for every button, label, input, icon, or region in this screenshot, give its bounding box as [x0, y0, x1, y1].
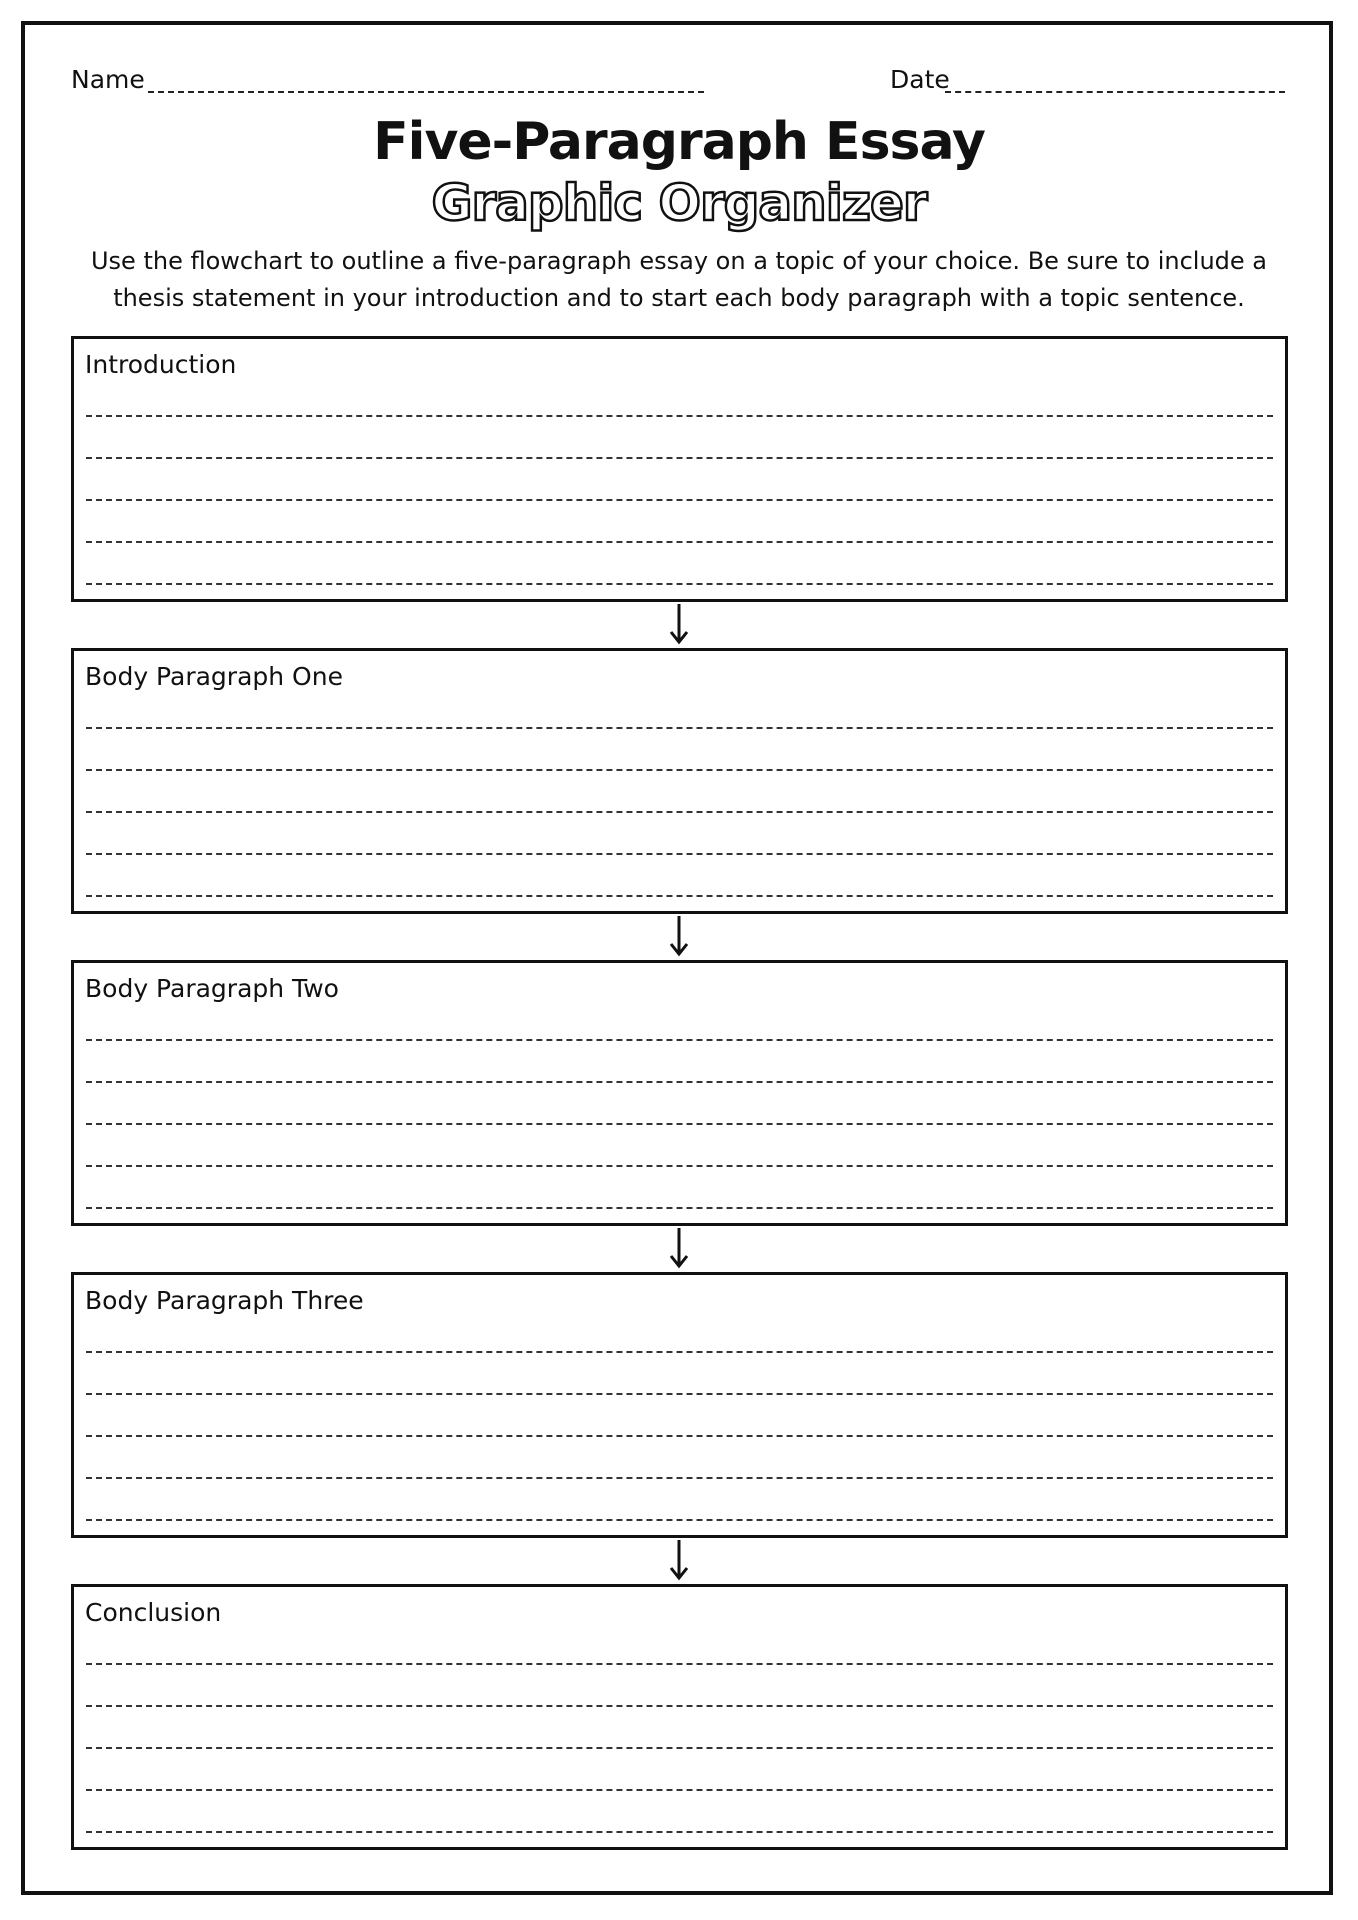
section-body-paragraph-one	[71, 648, 1288, 914]
section-label: Conclusion	[85, 1598, 222, 1627]
page-title: Five-Paragraph Essay	[373, 112, 985, 172]
down-arrow-icon	[667, 1226, 691, 1270]
date-field[interactable]	[945, 91, 1285, 93]
section-body-paragraph-two	[71, 960, 1288, 1226]
writing-line[interactable]	[86, 541, 1273, 543]
writing-line[interactable]	[86, 895, 1273, 897]
down-arrow-icon	[667, 1538, 691, 1582]
section-label: Body Paragraph Two	[85, 974, 339, 1003]
writing-line[interactable]	[86, 1477, 1273, 1479]
writing-line[interactable]	[86, 583, 1273, 585]
section-introduction	[71, 336, 1288, 602]
writing-line[interactable]	[86, 499, 1273, 501]
down-arrow-icon	[667, 914, 691, 958]
writing-line[interactable]	[86, 1519, 1273, 1521]
section-label: Body Paragraph One	[85, 662, 343, 691]
writing-line[interactable]	[86, 853, 1273, 855]
writing-line[interactable]	[86, 1039, 1273, 1041]
writing-line[interactable]	[86, 1435, 1273, 1437]
writing-line[interactable]	[86, 457, 1273, 459]
section-conclusion	[71, 1584, 1288, 1850]
writing-line[interactable]	[86, 727, 1273, 729]
instructions-text: Use the flowchart to outline a five-paragraph essay on a topic of your choice. Be sure to include a thesis statement in your introduction and to start each body paragraph with a topic sentence.	[90, 247, 1268, 312]
writing-line[interactable]	[86, 811, 1273, 813]
writing-line[interactable]	[86, 1207, 1273, 1209]
writing-line[interactable]	[86, 1393, 1273, 1395]
writing-line[interactable]	[86, 1747, 1273, 1749]
section-label: Body Paragraph Three	[85, 1286, 364, 1315]
writing-line[interactable]	[86, 1705, 1273, 1707]
date-label: Date	[890, 65, 950, 94]
writing-line[interactable]	[86, 1165, 1273, 1167]
section-label: Introduction	[85, 350, 237, 379]
writing-line[interactable]	[86, 769, 1273, 771]
section-body-paragraph-three	[71, 1272, 1288, 1538]
writing-line[interactable]	[86, 415, 1273, 417]
name-field[interactable]	[148, 91, 704, 93]
writing-line[interactable]	[86, 1789, 1273, 1791]
writing-line[interactable]	[86, 1123, 1273, 1125]
writing-line[interactable]	[86, 1081, 1273, 1083]
writing-line[interactable]	[86, 1831, 1273, 1833]
name-label: Name	[71, 65, 145, 94]
writing-line[interactable]	[86, 1663, 1273, 1665]
down-arrow-icon	[667, 602, 691, 646]
writing-line[interactable]	[86, 1351, 1273, 1353]
page-subtitle: Graphic Organizer	[431, 174, 927, 232]
